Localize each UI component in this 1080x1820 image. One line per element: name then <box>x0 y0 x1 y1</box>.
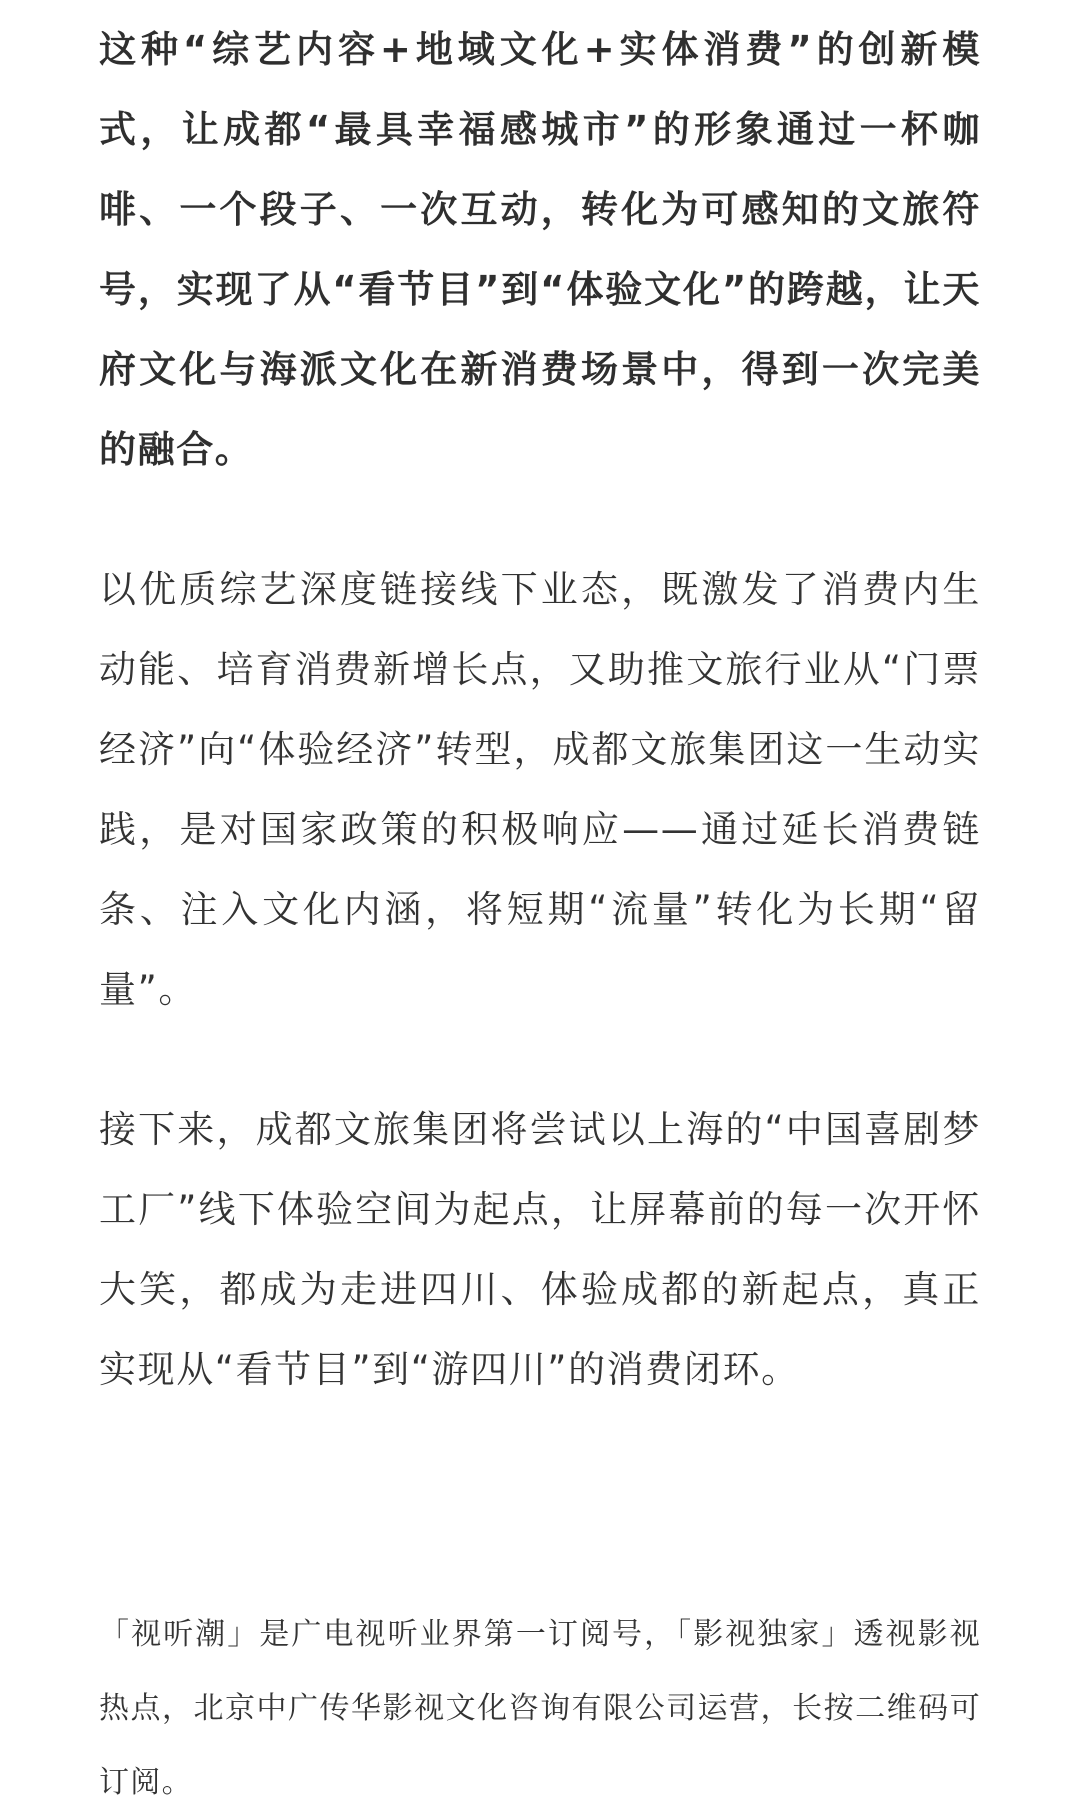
article-body <box>99 10 981 1410</box>
paragraph-next-steps: 接下来，成都文旅集团将尝试以上海的“中国喜剧梦工厂”线下体验空间为起点，让屏幕前的每一次开怀大笑，都成为走进四川、体验成都的新起点，真正实现从“看节目”到“游四川”的消费闭环。 <box>99 1108 981 1391</box>
subscription-note: 「视听潮」是广电视听业界第一订阅号，「影视独家」透视影视热点，北京中广传华影视文化咨询有限公司运营，长按二维码可订阅。 <box>99 1617 981 1800</box>
paragraph-bold-summary: 这种“综艺内容+地域文化+实体消费”的创新模式，让成都“最具幸福感城市”的形象通过一杯咖啡、一个段子、一次互动，转化为可感知的文旅符号，实现了从“看节目”到“体验文化”的跨越，让天府文化与海派文化在新消费场景中，得到一次完美的融合。 <box>99 28 981 471</box>
paragraph-consumption-policy: 以优质综艺深度链接线下业态，既激发了消费内生动能、培育消费新增长点，又助推文旅行业从“门票经济”向“体验经济”转型，成都文旅集团这一生动实践，是对国家政策的积极响应——通过延长消费链条、注入文化内涵，将短期“流量”转化为长期“留量”。 <box>99 568 981 1011</box>
